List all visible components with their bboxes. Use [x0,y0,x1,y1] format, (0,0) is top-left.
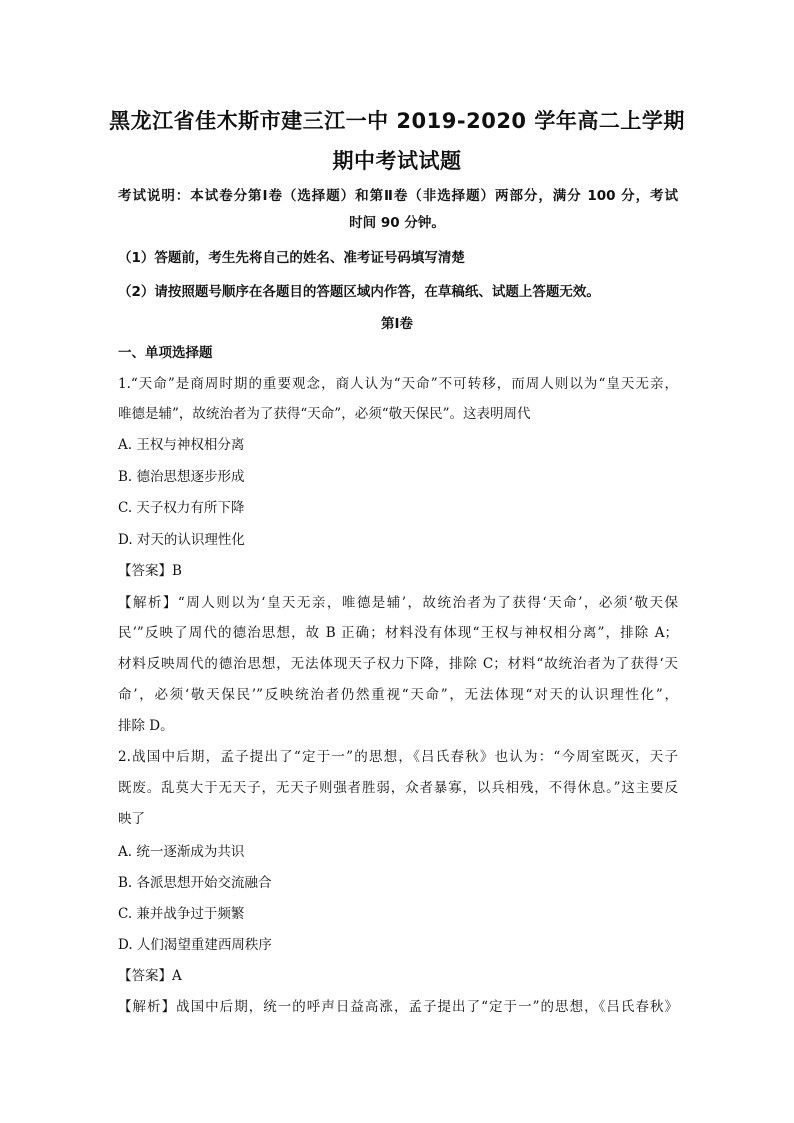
question-1-answer: 【答案】B [118,563,182,579]
question-1-stem-line1: 1.“天命”是商周时期的重要观念，商人认为“天命”不可转移，而周人则以为“皇天无亲， [118,376,678,392]
exam-instructions-line2: 时间 90 分钟。 [349,215,445,231]
question-1-option-b: B. 德治思想逐步形成 [118,469,245,485]
question-2-stem-line1: 2.战国中后期，孟子提出了“定于一”的思想，《吕氏春秋》也认为：“今周室既灭，天子 [118,749,678,765]
question-1-option-a: A. 王权与神权相分离 [118,437,245,453]
question-1-option-c: C. 天子权力有所下降 [118,500,245,516]
question-1-option-d: D. 对天的认识理性化 [118,532,245,548]
question-1-analysis-line3: 材料反映周代的德治思想，无法体现天子权力下降，排除 C；材料“故统治者为了获得‘天 [118,656,678,672]
question-1-analysis-line2: 民’”反映了周代的德治思想，故 B 正确；材料没有体现“王权与神权相分离”，排除 A； [118,625,678,641]
question-2-analysis-line1: 【解析】战国中后期，统一的呼声日益高涨，孟子提出了“定于一”的思想，《吕氏春秋》 [118,999,678,1015]
question-1-analysis-line5: 排除 D。 [118,718,174,734]
question-1-stem-line2: 唯德是辅”，故统治者为了获得“天命”，必须“敬天保民”。这表明周代 [118,406,531,422]
question-1-analysis-line4: 命’，必须‘敬天保民’”反映统治者仍然重视“天命”，无法体现“对天的认识理性化”， [118,687,678,703]
volume-heading: 第Ⅰ卷 [380,316,414,332]
question-2-option-c: C. 兼并战争过于频繁 [118,906,245,922]
question-2-stem-line2: 既废。乱莫大于无天子，无天子则强者胜弱，众者暴寡，以兵相残，不得休息。”这主要反 [118,780,678,796]
exam-note-1: （1）答题前，考生先将自己的姓名、准考证号码填写清楚 [118,250,465,266]
exam-note-2: （2）请按照题号顺序在各题目的答题区域内作答，在草稿纸、试题上答题无效。 [118,284,600,300]
document-title-line1: 黑龙江省佳木斯市建三江一中 2019-2020 学年高二上学期 [109,109,685,133]
question-2-stem-line3: 映了 [118,811,145,827]
question-2-answer: 【答案】A [118,968,182,984]
section-heading: 一、单项选择题 [118,345,213,361]
document-title-line2: 期中考试试题 [332,149,462,173]
question-2-option-b: B. 各派思想开始交流融合 [118,875,272,891]
question-1-analysis-line1: 【解析】“周人则以为‘皇天无亲，唯德是辅’，故统治者为了获得‘天命’，必须‘敬天保 [118,595,678,611]
question-2-option-a: A. 统一逐渐成为共识 [118,844,245,860]
question-2-option-d: D. 人们渴望重建西周秩序 [118,937,272,953]
exam-instructions-line1: 考试说明：本试卷分第Ⅰ卷（选择题）和第Ⅱ卷（非选择题）两部分，满分 100 分，考试 [118,188,678,204]
